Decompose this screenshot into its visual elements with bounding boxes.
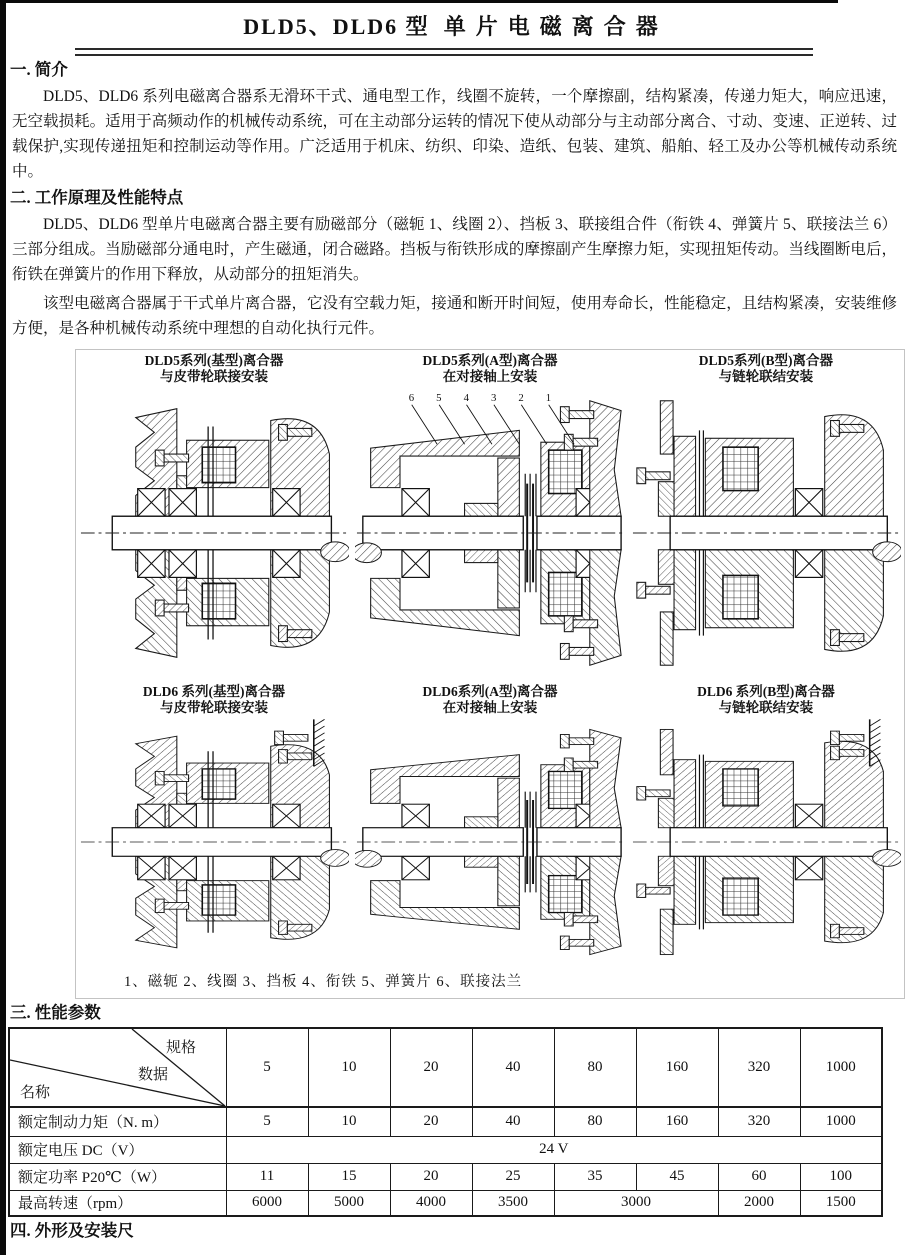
table-cell: 4000 (390, 1190, 472, 1216)
spec-column-header: 160 (636, 1028, 718, 1107)
figure-legend: 1、磁轭 2、线圈 3、挡板 4、衔铁 5、弹簧片 6、联接法兰 (124, 974, 523, 990)
spec-column-header: 320 (718, 1028, 800, 1107)
table-cell: 20 (390, 1163, 472, 1190)
section-2-paragraph-2: 该型电磁离合器属于干式单片离合器，它没有空载力矩，接通和断开时间短，使用寿命长，性能稳定，且结构紧凑，安装维修方便，是各种机械传动系统中理想的自动化执行元件。 (12, 295, 897, 337)
table-cell: 24 V (226, 1136, 882, 1163)
table-cell: 1000 (800, 1107, 882, 1136)
diagram-dld6-b-type (631, 716, 901, 968)
performance-table (8, 1027, 883, 1217)
caption-line1: DLD6系列(A型)离合器 (422, 684, 558, 699)
table-cell: 20 (390, 1107, 472, 1136)
page-title (6, 0, 905, 41)
panel-dld5-base (76, 350, 352, 681)
panel-caption (76, 350, 352, 385)
table-cell: 10 (308, 1107, 390, 1136)
table-cell: 3500 (472, 1190, 554, 1216)
corner-label-name: 名称 (20, 1085, 51, 1101)
caption-line2: 在对接轴上安装 (442, 369, 538, 384)
row-label: 额定制动力矩（N. m） (9, 1107, 226, 1136)
section-2-paragraph-1: DLD5、DLD6 型单片电磁离合器主要有励磁部分（磁轭 1、线圈 2）、挡板 3、联接组合件（衔铁 4、弹簧片 5、联接法兰 6）三部分组成。当励磁部分通电时，产生磁通，闭合磁路。挡板与衔铁形成的摩擦副产生摩擦力矩，实现扭矩传动。当线圈断电后，衔铁在弹簧片的作用下释放，从动部分的扭矩消失。 (12, 216, 897, 283)
spec-column-header: 40 (472, 1028, 554, 1107)
table-cell: 320 (718, 1107, 800, 1136)
panel-caption (352, 681, 628, 716)
table-row-speed (9, 1190, 882, 1216)
panel-caption (352, 350, 628, 385)
diagram-dld5-a-type (355, 385, 625, 681)
callout-label: 4 (463, 391, 469, 404)
spec-column-header: 80 (554, 1028, 636, 1107)
row-label: 额定电压 DC（V） (9, 1136, 226, 1163)
section-3-heading: 三. 性能参数 (10, 1003, 101, 1022)
callout-label: 3 (490, 391, 497, 404)
title-prefix: DLD5、DLD6 型 (243, 14, 430, 39)
callout-label: 6 (408, 391, 415, 404)
spec-column-header: 5 (226, 1028, 308, 1107)
table-cell: 1500 (800, 1190, 882, 1216)
section-4-heading: 四. 外形及安装尺 (10, 1221, 134, 1240)
table-cell: 25 (472, 1163, 554, 1190)
caption-line1: DLD5系列(基型)离合器 (144, 353, 284, 368)
table-cell: 80 (554, 1107, 636, 1136)
section-1-heading: 一. 简介 (10, 60, 68, 79)
table-cell: 5 (226, 1107, 308, 1136)
panel-dld6-a (352, 681, 628, 968)
panel-dld6-base (76, 681, 352, 968)
document-page (6, 0, 905, 1241)
diagram-dld6-a-type (355, 716, 625, 968)
caption-line1: DLD6 系列(基型)离合器 (142, 684, 286, 699)
table-cell: 3000 (554, 1190, 718, 1216)
row-label: 最高转速（rpm） (9, 1190, 226, 1216)
table-cell: 5000 (308, 1190, 390, 1216)
table-row-voltage (9, 1136, 882, 1163)
panel-caption (76, 681, 352, 716)
diagram-dld5-b-type (631, 385, 901, 681)
spec-column-header: 20 (390, 1028, 472, 1107)
title-main: 单片电磁离合器 (443, 14, 668, 39)
panel-caption (628, 681, 904, 716)
section-1-paragraph: DLD5、DLD6 系列电磁离合器系无滑环干式、通电型工作，线圈不旋转，一个摩擦副，结构紧凑，传递力矩大，响应迅速，无空载损耗。适用于高频动作的机械传动系统，可在主动部分运转的情况下使从动部分与主动部分离合、寸动、变速、正逆转、过载保护,实现传递扭矩和控制运动等作用。广泛适用于机床、纺织、印染、造纸、包装、建筑、船舶、轻工及办公等机械传动系统中。 (12, 88, 897, 180)
table-cell: 15 (308, 1163, 390, 1190)
caption-line2: 与链轮联结安装 (718, 369, 814, 384)
table-cell: 11 (226, 1163, 308, 1190)
table-cell: 40 (472, 1107, 554, 1136)
callout-label: 1 (545, 391, 552, 404)
figure-box (75, 349, 905, 999)
caption-line2: 与皮带轮联接安装 (159, 369, 268, 384)
panel-dld6-b (628, 681, 904, 968)
spec-column-header: 10 (308, 1028, 390, 1107)
caption-line1: DLD5系列(A型)离合器 (422, 353, 558, 368)
panel-dld5-a (352, 350, 628, 681)
table-cell: 35 (554, 1163, 636, 1190)
panel-dld5-b (628, 350, 904, 681)
callout-label: 5 (436, 391, 442, 404)
table-cell: 60 (718, 1163, 800, 1190)
table-cell: 45 (636, 1163, 718, 1190)
caption-line1: DLD5系列(B型)离合器 (698, 353, 834, 368)
diagram-dld6-base-type (79, 716, 349, 968)
section-2-heading: 二. 工作原理及性能特点 (10, 188, 184, 207)
table-cell: 2000 (718, 1190, 800, 1216)
row-label: 额定功率 P20℃（W） (9, 1163, 226, 1190)
table-row-power (9, 1163, 882, 1190)
caption-line2: 与链轮联结安装 (718, 700, 814, 715)
table-cell: 6000 (226, 1190, 308, 1216)
table-corner-cell (9, 1028, 226, 1107)
caption-line2: 与皮带轮联接安装 (159, 700, 268, 715)
corner-label-data: 数据 (138, 1067, 169, 1083)
table-cell: 160 (636, 1107, 718, 1136)
panel-caption (628, 350, 904, 385)
diagram-dld5-base-type (79, 385, 349, 681)
figure-grid (76, 350, 904, 968)
spec-column-header: 1000 (800, 1028, 882, 1107)
table-cell: 100 (800, 1163, 882, 1190)
table-header-row (9, 1028, 882, 1107)
corner-label-spec: 规格 (166, 1040, 197, 1056)
callout-label: 2 (518, 391, 524, 404)
caption-line1: DLD6 系列(B型)离合器 (697, 684, 835, 699)
table-row-torque (9, 1107, 882, 1136)
caption-line2: 在对接轴上安装 (442, 700, 538, 715)
title-rule (75, 48, 813, 56)
